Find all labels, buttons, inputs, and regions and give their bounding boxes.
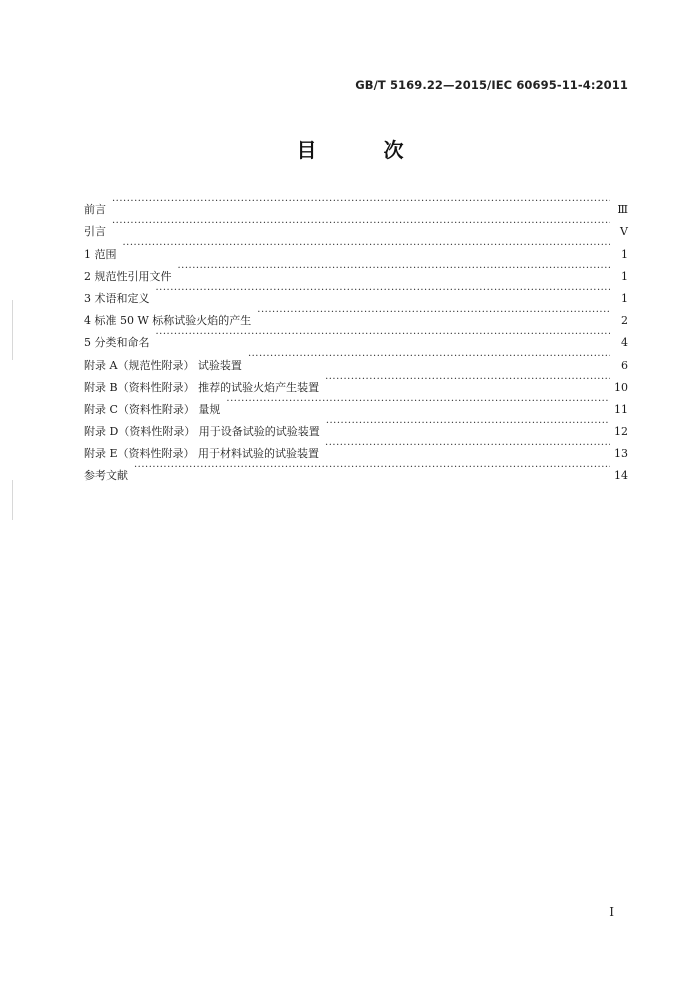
toc-entry-label: 附录 B（资料性附录） 推荐的试验火焰产生装置 <box>84 377 325 399</box>
toc-leader-dots <box>156 324 611 346</box>
toc-entry-label: 2 规范性引用文件 <box>84 266 178 288</box>
toc-leader-dots <box>178 258 611 280</box>
toc-entry-page: 11 <box>610 399 628 421</box>
toc-leader-dots <box>326 413 610 435</box>
toc-entry-introduction[interactable] <box>84 213 628 239</box>
toc-leader-dots <box>325 435 610 457</box>
toc-entry-annex-a[interactable] <box>84 346 628 372</box>
table-of-contents <box>84 191 628 483</box>
toc-entry-label: 附录 C（资料性附录） 量规 <box>84 399 226 421</box>
toc-leader-dots <box>325 369 610 391</box>
toc-entry-page: 4 <box>610 332 628 354</box>
toc-leader-dots <box>156 280 611 302</box>
toc-entry-page: 2 <box>610 310 628 332</box>
toc-entry-classification[interactable] <box>84 324 628 350</box>
toc-leader-dots <box>134 457 610 479</box>
toc-entry-page: Ⅴ <box>610 221 628 243</box>
toc-entry-label: 引言 <box>84 221 112 243</box>
toc-leader-dots <box>112 191 610 213</box>
toc-entry-bibliography[interactable] <box>84 457 628 483</box>
toc-entry-page: Ⅲ <box>610 199 628 221</box>
scan-edge-mark <box>12 300 13 360</box>
toc-entry-page: 6 <box>610 355 628 377</box>
toc-leader-dots <box>257 302 610 324</box>
toc-entry-label: 参考文献 <box>84 465 134 487</box>
toc-entry-label: 3 术语和定义 <box>84 288 156 310</box>
toc-entry-page: 1 <box>610 244 628 266</box>
toc-entry-flame-production[interactable] <box>84 302 628 328</box>
toc-leader-dots <box>112 213 610 235</box>
toc-entry-page: 1 <box>610 288 628 310</box>
toc-entry-label: 附录 E（资料性附录） 用于材料试验的试验装置 <box>84 443 325 465</box>
toc-leader-dots <box>123 235 611 257</box>
toc-entry-page: 14 <box>610 465 628 487</box>
toc-title: 目 次 <box>296 138 434 162</box>
toc-entry-terms-definitions[interactable] <box>84 280 628 305</box>
toc-entry-label: 4 标准 50 W 标称试验火焰的产生 <box>84 310 257 332</box>
toc-entry-page: 1 <box>610 266 628 288</box>
toc-entry-preface[interactable] <box>84 191 628 217</box>
page-number: I <box>609 905 614 919</box>
toc-entry-page: 10 <box>610 377 628 399</box>
toc-entry-page: 12 <box>610 421 628 443</box>
toc-leader-dots <box>226 391 610 413</box>
toc-entry-label: 附录 D（资料性附录） 用于设备试验的试验装置 <box>84 421 326 443</box>
toc-entry-label: 附录 A（规范性附录） 试验装置 <box>84 355 248 377</box>
toc-entry-scope[interactable] <box>84 235 628 261</box>
toc-entry-label: 前言 <box>84 199 112 221</box>
scan-edge-mark <box>12 480 13 520</box>
standard-code-header: GB/T 5169.22—2015/IEC 60695-11-4:2011 <box>355 78 628 92</box>
toc-entry-normative-references[interactable] <box>84 258 628 283</box>
toc-leader-dots <box>248 346 610 368</box>
toc-entry-label: 5 分类和命名 <box>84 332 156 354</box>
toc-entry-page: 13 <box>610 443 628 465</box>
toc-entry-label: 1 范围 <box>84 244 123 266</box>
